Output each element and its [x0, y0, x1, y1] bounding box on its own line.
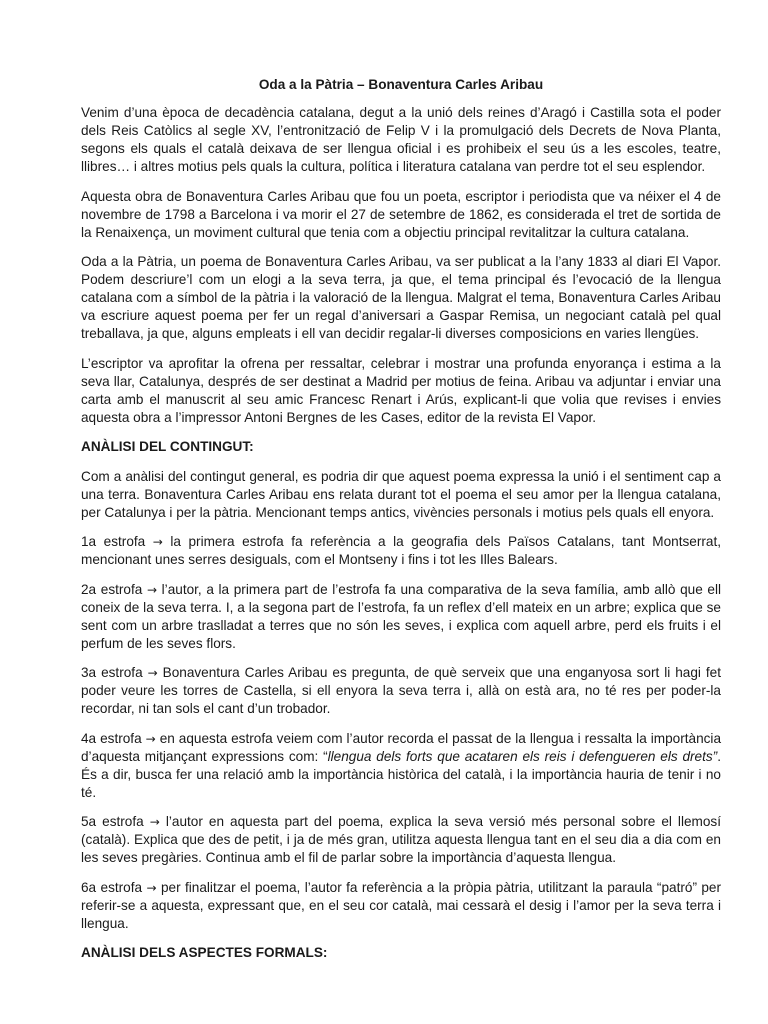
- stanza-5-paragraph: [81, 813, 721, 867]
- stanza-1-paragraph: [81, 533, 721, 569]
- stanza-4-text-a: en aquesta estrofa veiem com l’autor recorda el passat de la llengua i ressalta la importància d’aquesta mitjançant expressions com: “: [81, 730, 722, 764]
- stanza-5-label: 5a estrofa: [81, 814, 144, 829]
- arrow-right-icon: →: [147, 666, 158, 680]
- heading-formal-analysis: ANÀLISI DELS ASPECTES FORMALS:: [81, 945, 328, 960]
- stanza-3-label: 3a estrofa: [81, 665, 143, 680]
- intro-paragraph-2: Aquesta obra de Bonaventura Carles Aribau que fou un poeta, escriptor i periodista que va néixer el 4 de novembre de 1798 a Barcelona i va morir el 27 de setembre de 1862, es considerada el tret de sortida de la Renaixença, un moviment cultural que tenia com a objectiu principal revitalitzar la cultura catalana.: [81, 188, 721, 240]
- stanza-6-label: 6a estrofa: [81, 879, 143, 895]
- stanza-4-text-b: . És a dir, busca fer una relació amb la importància històrica del català, i la importància hauria de tenir i no té.: [81, 748, 721, 800]
- arrow-right-icon: →: [145, 731, 156, 746]
- arrow-right-icon: →: [149, 815, 160, 829]
- stanza-5-text: l’autor en aquesta part del poema, explica la seva versió més personal sobre el llemosí (català). Explica que des de petit, i ja de més gran, utilitza aquesta llengua tant en el seu dia a dia com en les seves pregàries. Continua amb el fil de parlar sobre la importància d’aquesta llengua.: [81, 814, 721, 865]
- stanza-2-text: l’autor, a la primera part de l’estrofa fa una comparativa de la seva família, amb allò que ell coneix de la seva terra. I, a la segona part de l’estrofa, fa un reflex d’ell mateix en un arbre; explica que se sent com un arbre traslladat a terres que no són les seves, i explica com aquell arbre, perd els fruits i el perfum de les seves flors.: [81, 581, 721, 651]
- content-analysis-paragraph: Com a anàlisi del contingut general, es podria dir que aquest poema expressa la unió i el sentiment cap a una terra. Bonaventura Carles Aribau ens relata durant tot el poema el seu amor per la llengua catalana, per Catalunya i per la pàtria. Mencionant temps antics, vivències personals i motius pels quals ell enyora.: [81, 468, 721, 520]
- stanza-2-label: 2a estrofa: [81, 581, 143, 597]
- stanza-3-paragraph: [81, 664, 721, 718]
- stanza-1-label: 1a estrofa: [81, 534, 146, 549]
- arrow-right-icon: →: [152, 535, 163, 549]
- document-title: Oda a la Pàtria – Bonaventura Carles Aribau: [258, 77, 544, 92]
- stanza-3-text: Bonaventura Carles Aribau es pregunta, de què serveix que una enganyosa sort li hagi fet poder veure les torres de Castella, si ell enyora la seva terra i, allà on està ara, no té res per poder-la recordar, ni tan sols el cant d’un trobador.: [81, 665, 722, 716]
- intro-paragraph-1: Venim d’una època de decadència catalana, degut a la unió dels reines d’Aragó i Castilla sota el poder dels Reis Catòlics al segle XV, l’entronització de Felip V i la promulgació dels Decrets de Nova Planta, segons els quals el català deixava de ser llengua oficial i es prohibeix el seu ús a les escoles, teatre, llibres… i altres motius pels quals la cultura, política i literatura catalana van perdre tot el seu esplendor.: [81, 105, 721, 174]
- stanza-4-quote: llengua dels forts que acataren els reis i defengueren els drets”: [327, 748, 718, 764]
- arrow-right-icon: →: [146, 880, 157, 895]
- stanza-4-label: 4a estrofa: [81, 730, 142, 746]
- stanza-1-text: la primera estrofa fa referència a la geografia dels Països Catalans, tant Montserrat, mencionant unes serres desiguals, com el Montseny i fins i tot les Illes Balears.: [81, 534, 721, 567]
- intro-paragraph-4: L’escriptor va aprofitar la ofrena per ressaltar, celebrar i mostrar una profunda enyorança i estima a la seva llar, Catalunya, després de ser destinat a Madrid per motius de feina. Aribau va adjuntar i enviar una carta amb el manuscrit al seu amic Francesc Renart i Arús, explicant-li que volia que revises i envies aquesta obra a l’impressor Antoni Bergnes de les Cases, editor de la revista El Vapor.: [81, 355, 721, 425]
- heading-content-analysis: ANÀLISI DEL CONTINGUT:: [81, 439, 254, 454]
- stanza-6-paragraph: [81, 879, 721, 933]
- stanza-4-paragraph: [81, 730, 721, 802]
- intro-paragraph-3: Oda a la Pàtria, un poema de Bonaventura Carles Aribau, va ser publicat a la l’any 1833 al diari El Vapor. Podem descriure’l com un elogi a la seva terra, ja que, el tema principal és l’evocació de la llengua catalana com a símbol de la pàtria i la valoració de la llengua. Malgrat el tema, Bonaventura Carles Aribau va escriure aquest poema per fer un regal d’aniversari a Gaspar Remisa, un negociant català pel qual treballava, ja que, alguns empleats i ell van decidir regalar-li diverses composicions en varies llengües.: [81, 254, 721, 341]
- stanza-6-text: per finalitzar el poema, l’autor fa referència a la pròpia pàtria, utilitzant la paraula “patró” per referir-se a aquesta, expressant que, en el seu cor català, mai cessarà el desig i l’amor per la seva terra i llengua.: [81, 879, 722, 931]
- arrow-right-icon: →: [146, 582, 158, 597]
- stanza-2-paragraph: [81, 581, 721, 653]
